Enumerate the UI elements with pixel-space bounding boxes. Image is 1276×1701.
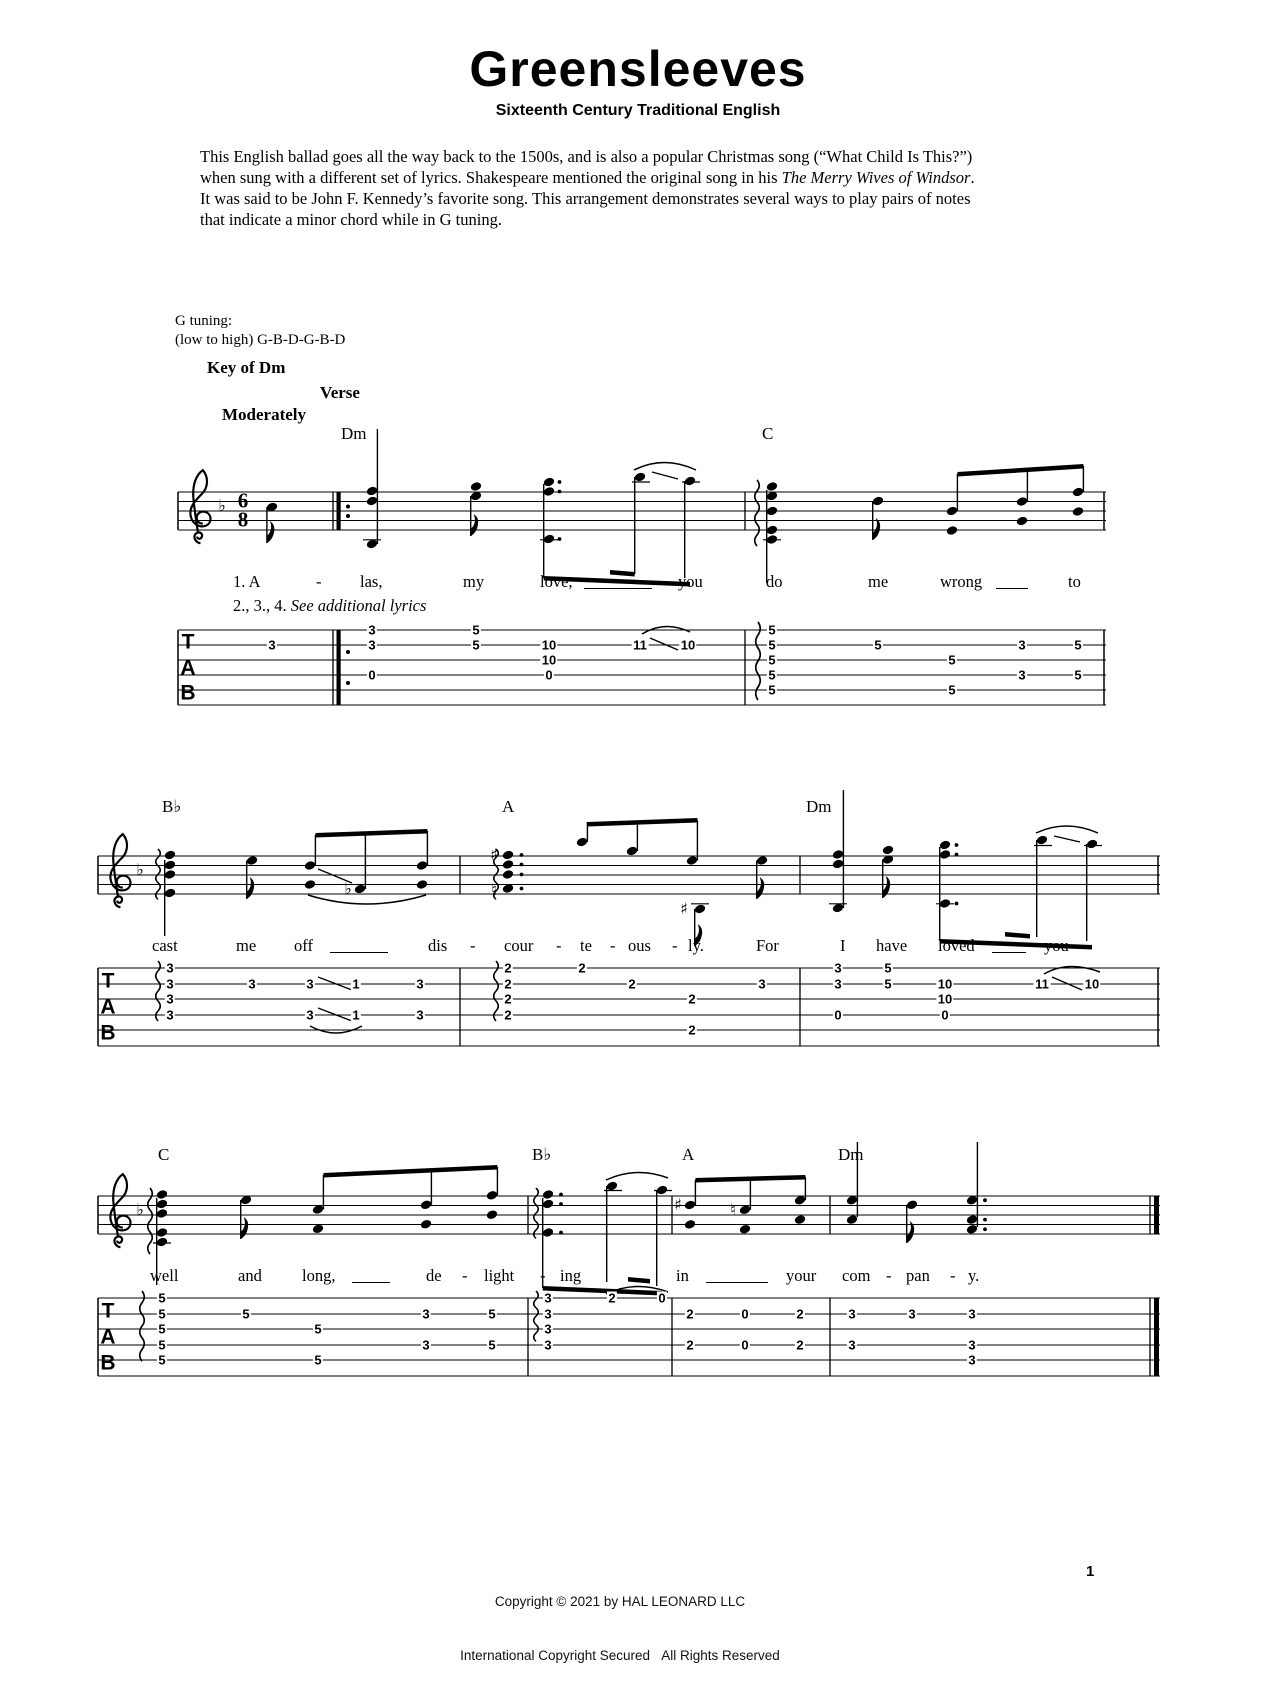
tab-fret-number: 2 <box>504 976 512 992</box>
tab-fret-number: 2 <box>504 1007 512 1023</box>
lyric-syllable: - <box>462 1266 468 1285</box>
tab-fret-number: 3 <box>1018 637 1026 653</box>
lyric-syllable: y. <box>968 1266 980 1285</box>
tempo-heading: Moderately <box>222 405 307 424</box>
chord-label: A <box>502 797 515 816</box>
page-subtitle: Sixteenth Century Traditional English <box>495 102 781 119</box>
tab-staff-letter: B <box>100 1021 116 1045</box>
lyric-syllable: cast <box>152 936 178 955</box>
lyric-syllable: off <box>294 936 313 955</box>
tab-fret-number: 5 <box>472 622 480 638</box>
tab-fret-number: 2 <box>796 1337 804 1353</box>
tab-fret-number: 5 <box>948 682 956 698</box>
page-number: 1 <box>1086 1563 1095 1580</box>
lyric-extender-line <box>330 952 388 953</box>
tab-fret-number: 0 <box>741 1306 749 1322</box>
tab-fret-number: 5 <box>158 1321 166 1337</box>
lyric-syllable: light <box>484 1266 515 1285</box>
chord-label: Dm <box>838 1145 864 1164</box>
tab-fret-number: 2 <box>578 960 586 976</box>
tab-staff-letter: A <box>100 1325 116 1349</box>
additional-lyrics-note <box>233 596 426 616</box>
tab-fret-number: 10 <box>680 637 696 653</box>
tab-fret-number: 10 <box>937 991 953 1007</box>
tab-fret-number: 11 <box>1035 976 1049 992</box>
intro-text-after: . It was said to be John F. Kennedy’s favorite song. This arrangement demonstrates several ways to play pairs of notes that indicate a minor chord while in G tuning. <box>200 168 975 229</box>
tab-fret-number: 5 <box>768 652 776 668</box>
lyric-syllable: in <box>676 1266 689 1285</box>
tab-fret-number: 5 <box>488 1337 496 1353</box>
tab-fret-number: 2 <box>796 1306 804 1322</box>
tab-fret-number: 10 <box>541 637 557 653</box>
tab-fret-number: 2 <box>608 1290 616 1306</box>
tuning-line-1: G tuning: <box>175 313 233 329</box>
lyric-syllable: ous <box>628 936 651 955</box>
lyric-syllable: - <box>540 1266 546 1285</box>
lyric-syllable: ly. <box>688 936 704 955</box>
intro-text-italic: The Merry Wives of Windsor <box>781 168 971 187</box>
lyric-syllable: love, <box>540 572 573 591</box>
tab-fret-number: 5 <box>884 960 892 976</box>
tab-fret-number: 5 <box>768 682 776 698</box>
tab-fret-number: 3 <box>416 1007 424 1023</box>
lyric-syllable: well <box>150 1266 179 1285</box>
tab-fret-number: 3 <box>834 976 842 992</box>
tab-fret-number: 0 <box>741 1337 749 1353</box>
tab-fret-number: 3 <box>248 976 256 992</box>
lyric-syllable: 1. A <box>233 572 261 591</box>
tab-fret-number: 10 <box>1084 976 1100 992</box>
tab-staff-letter: B <box>180 681 196 705</box>
chord-label: Dm <box>806 797 832 816</box>
lyric-syllable: you <box>1044 936 1069 955</box>
lyric-extender-line <box>584 588 652 589</box>
tab-fret-number: 11 <box>633 637 647 653</box>
lyric-syllable: dis <box>428 936 448 955</box>
tab-fret-number: 3 <box>422 1306 430 1322</box>
accidental-sign: ♯ <box>674 1195 682 1214</box>
tab-staff-letter: A <box>180 656 196 679</box>
lyric-syllable: - <box>470 936 476 955</box>
tab-fret-number: 0 <box>545 667 553 683</box>
tab-fret-number: 5 <box>242 1306 250 1322</box>
tab-fret-number: 3 <box>544 1337 552 1353</box>
accidental-sign: ♮ <box>730 1200 736 1219</box>
tab-fret-number: 3 <box>968 1337 976 1353</box>
lyric-syllable: loved <box>938 936 975 955</box>
chord-label: Dm <box>341 424 367 443</box>
chord-label: B♭ <box>162 797 182 816</box>
tab-fret-number: 5 <box>874 637 882 653</box>
tab-fret-number: 5 <box>472 637 480 653</box>
tab-fret-number: 1 <box>352 976 360 992</box>
intro-text-before: This English ballad goes all the way back to the 1500s, and is also a popular Christmas song (“What Child Is This?”) when sung with a different set of lyrics. Shakespeare mentioned the original song in his <box>200 147 973 187</box>
additional-lyrics-text: See additional lyrics <box>290 596 427 615</box>
lyric-syllable: to <box>1068 572 1081 591</box>
lyric-syllable: I <box>840 936 846 955</box>
tab-staff-letter: T <box>101 1299 115 1323</box>
tab-fret-number: 3 <box>166 991 174 1007</box>
tab-fret-number: 10 <box>541 652 557 668</box>
lyric-syllable: my <box>463 572 485 591</box>
key-heading: Key of Dm <box>207 358 286 377</box>
time-signature-top: 6 <box>237 488 249 513</box>
lyric-extender-line <box>992 952 1026 953</box>
tab-fret-number: 5 <box>1074 637 1082 653</box>
tab-fret-number: 2 <box>628 976 636 992</box>
tab-fret-number: 2 <box>504 991 512 1007</box>
lyric-syllable: do <box>766 572 783 591</box>
chord-label: B♭ <box>532 1145 552 1164</box>
tab-fret-number: 2 <box>688 1022 696 1038</box>
tab-fret-number: 3 <box>848 1337 856 1353</box>
tab-fret-number: 0 <box>658 1290 666 1306</box>
tab-fret-number: 3 <box>1018 667 1026 683</box>
tab-fret-number: 5 <box>768 667 776 683</box>
tab-fret-number: 0 <box>941 1007 949 1023</box>
tab-fret-number: 1 <box>352 1007 360 1023</box>
lyric-syllable: cour <box>504 936 534 955</box>
lyric-syllable: me <box>236 936 257 955</box>
tab-fret-number: 3 <box>306 1007 314 1023</box>
lyric-syllable: your <box>786 1266 817 1285</box>
tab-fret-number: 5 <box>768 622 776 638</box>
lyric-syllable: long, <box>302 1266 336 1285</box>
lyric-syllable: have <box>876 936 908 955</box>
tab-fret-number: 2 <box>686 1306 694 1322</box>
lyric-extender-line <box>996 588 1028 589</box>
lyric-syllable: - <box>556 936 562 955</box>
chord-label: C <box>762 424 774 443</box>
lyric-extender-line <box>352 1282 390 1283</box>
chord-label: C <box>158 1145 170 1164</box>
tab-fret-number: 2 <box>686 1337 694 1353</box>
lyric-syllable: For <box>756 936 779 955</box>
lyric-syllable: - <box>316 572 322 591</box>
page-title: Greensleeves <box>469 41 807 97</box>
copyright-line-2: International Copyright Secured All Rights Reserved <box>460 1648 780 1663</box>
tab-fret-number: 5 <box>768 637 776 653</box>
footer-copyright <box>0 1557 1240 1701</box>
accidental-sign: ♭ <box>136 1200 144 1219</box>
tab-fret-number: 3 <box>422 1337 430 1353</box>
lyric-syllable: wrong <box>940 572 983 591</box>
tab-fret-number: 5 <box>1074 667 1082 683</box>
lyric-syllable: te <box>580 936 592 955</box>
tab-fret-number: 3 <box>848 1306 856 1322</box>
tab-fret-number: 2 <box>688 991 696 1007</box>
tab-fret-number: 5 <box>158 1337 166 1353</box>
tab-fret-number: 3 <box>368 637 376 653</box>
tab-fret-number: 5 <box>158 1352 166 1368</box>
tab-fret-number: 3 <box>368 622 376 638</box>
time-signature-bottom: 8 <box>237 507 249 532</box>
lyric-syllable: pan <box>906 1266 930 1285</box>
tab-fret-number: 5 <box>158 1306 166 1322</box>
accidental-sign: ♯ <box>490 845 498 864</box>
tab-fret-number: 3 <box>758 976 766 992</box>
tab-fret-number: 5 <box>488 1306 496 1322</box>
tab-fret-number: 5 <box>158 1290 166 1306</box>
tab-fret-number: 5 <box>314 1321 322 1337</box>
tab-fret-number: 5 <box>948 652 956 668</box>
accidental-sign: ♮ <box>491 880 497 899</box>
lyric-extender-line <box>706 1282 768 1283</box>
accidental-sign: ♯ <box>680 899 688 918</box>
tab-fret-number: 3 <box>544 1290 552 1306</box>
lyric-syllable: las, <box>360 572 383 591</box>
tab-fret-number: 3 <box>544 1321 552 1337</box>
tab-fret-number: 3 <box>968 1352 976 1368</box>
section-heading: Verse <box>320 383 360 402</box>
lyric-syllable: - <box>610 936 616 955</box>
lyric-syllable: - <box>950 1266 956 1285</box>
copyright-line-1: Copyright © 2021 by HAL LEONARD LLC <box>494 1594 746 1609</box>
tab-fret-number: 5 <box>884 976 892 992</box>
tab-fret-number: 2 <box>504 960 512 976</box>
tab-fret-number: 3 <box>268 637 276 653</box>
lyric-syllable: you <box>678 572 703 591</box>
chord-label: A <box>682 1145 695 1164</box>
tuning-line-2: (low to high) G-B-D-G-B-D <box>175 332 346 348</box>
additional-lyrics-prefix: 2., 3., 4. <box>233 596 291 615</box>
tab-fret-number: 3 <box>306 976 314 992</box>
lyric-syllable: de <box>426 1266 442 1285</box>
tab-fret-number: 3 <box>834 960 842 976</box>
tab-fret-number: 3 <box>544 1306 552 1322</box>
tab-fret-number: 3 <box>166 976 174 992</box>
tab-fret-number: 0 <box>368 667 376 683</box>
lyric-syllable: me <box>868 572 889 591</box>
tab-staff-letter: T <box>181 630 195 654</box>
tab-fret-number: 5 <box>314 1352 322 1368</box>
tab-fret-number: 3 <box>416 976 424 992</box>
lyric-syllable: com <box>842 1266 871 1285</box>
tab-fret-number: 3 <box>968 1306 976 1322</box>
lyric-syllable: ing <box>560 1266 582 1285</box>
lyric-syllable: and <box>238 1266 262 1285</box>
tab-staff-letter: B <box>100 1351 116 1375</box>
accidental-sign: ♭ <box>136 860 144 879</box>
tab-staff-letter: A <box>100 995 116 1019</box>
tab-fret-number: 3 <box>166 960 174 976</box>
accidental-sign: ♭ <box>218 496 226 515</box>
tab-fret-number: 3 <box>908 1306 916 1322</box>
tab-staff-letter: T <box>101 969 115 993</box>
tab-fret-number: 3 <box>166 1007 174 1023</box>
tab-fret-number: 0 <box>834 1007 842 1023</box>
tab-fret-number: 10 <box>937 976 953 992</box>
accidental-sign: ♭ <box>344 879 352 898</box>
lyric-syllable: - <box>886 1266 892 1285</box>
lyric-syllable: - <box>672 936 678 955</box>
